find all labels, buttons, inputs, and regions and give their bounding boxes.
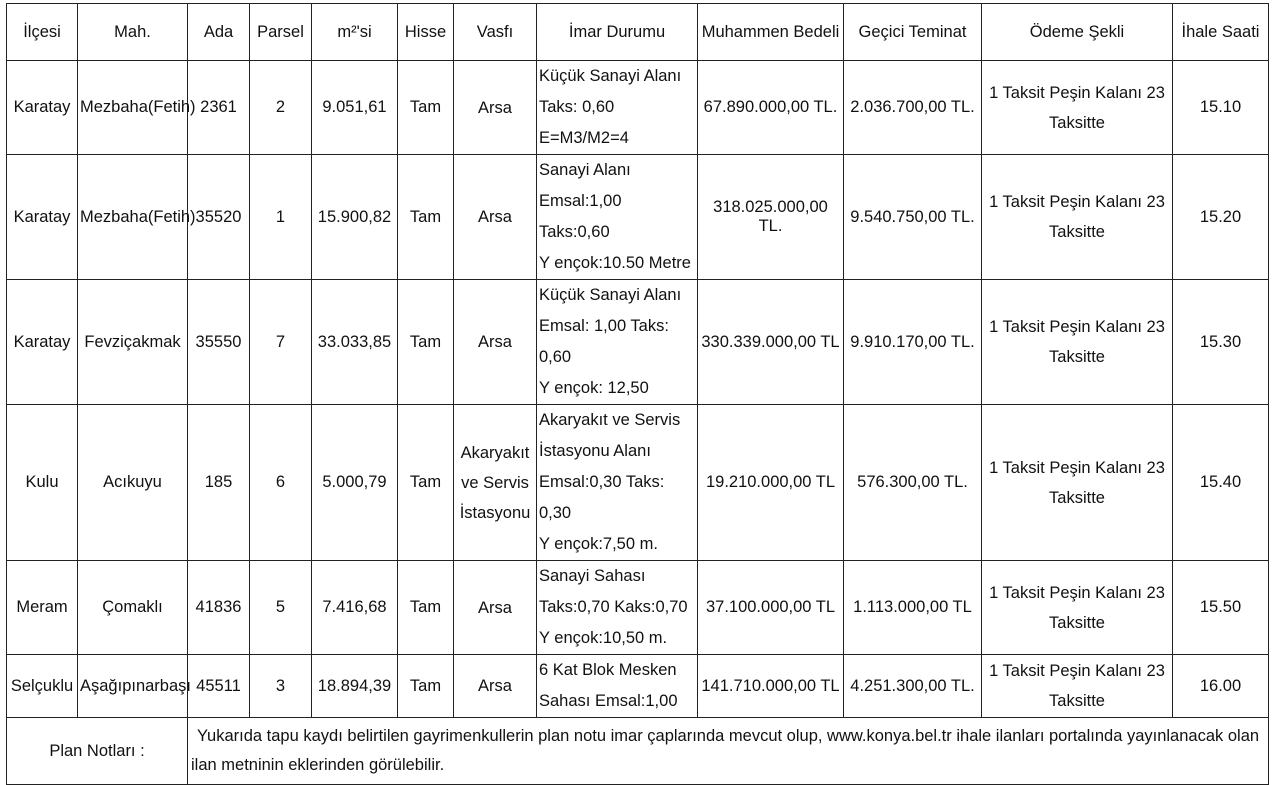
vasif-line: Arsa — [478, 677, 512, 695]
cell-mahalle: Mezbaha(Fetih) — [78, 61, 188, 155]
header-odeme: Ödeme Şekli — [982, 4, 1173, 61]
table-row — [7, 561, 1269, 655]
plan-notes-label: Plan Notları : — [7, 718, 188, 785]
cell-saat: 15.30 — [1173, 280, 1269, 405]
table-row — [7, 280, 1269, 405]
header-mahalle: Mah. — [78, 4, 188, 61]
cell-parsel: 1 — [250, 155, 312, 280]
header-bedel: Muhammen Bedeli — [698, 4, 844, 61]
cell-ada: 2361 — [188, 61, 250, 155]
cell-vasif — [454, 155, 537, 280]
cell-saat: 15.40 — [1173, 405, 1269, 561]
cell-teminat: 9.910.170,00 TL. — [844, 280, 982, 405]
header-m2: m²'si — [312, 4, 398, 61]
vasif-line: Arsa — [478, 98, 512, 117]
cell-parsel: 5 — [250, 561, 312, 655]
cell-m2: 7.416,68 — [312, 561, 398, 655]
cell-vasif — [454, 655, 537, 718]
cell-saat: 15.20 — [1173, 155, 1269, 280]
header-vasif: Vasfı — [454, 4, 537, 61]
vasif-line: Akaryakıt — [460, 443, 530, 462]
cell-bedel: 37.100.000,00 TL — [698, 561, 844, 655]
header-ada: Ada — [188, 4, 250, 61]
cell-parsel: 7 — [250, 280, 312, 405]
cell-m2: 5.000,79 — [312, 405, 398, 561]
plan-notes-text: Yukarıda tapu kaydı belirtilen gayrimenkullerin plan notu imar çaplarında mevcut olup, www.konya.bel.tr ihale ilanları portalında yayınlanacak olan ilan metninin eklerinden görülebilir. — [188, 718, 1269, 785]
cell-ada: 35520 — [188, 155, 250, 280]
header-ilce: İlçesi — [7, 4, 78, 61]
cell-teminat: 4.251.300,00 TL. — [844, 655, 982, 718]
odeme-line: Taksitte — [1049, 692, 1105, 710]
cell-bedel: 330.339.000,00 TL — [698, 280, 844, 405]
odeme-line: 1 Taksit Peşin Kalanı 23 — [989, 193, 1165, 211]
cell-imar — [537, 280, 698, 405]
cell-odeme — [982, 155, 1173, 280]
cell-imar — [537, 561, 698, 655]
vasif-line: İstasyonu — [459, 503, 531, 522]
cell-teminat: 9.540.750,00 TL. — [844, 155, 982, 280]
odeme-line: 1 Taksit Peşin Kalanı 23 — [989, 583, 1165, 602]
odeme-line: 1 Taksit Peşin Kalanı 23 — [989, 83, 1165, 102]
imar-line: Y ençok:10,50 m. — [539, 629, 668, 647]
cell-saat: 15.50 — [1173, 561, 1269, 655]
cell-m2: 33.033,85 — [312, 280, 398, 405]
cell-teminat: 1.113.000,00 TL — [844, 561, 982, 655]
cell-ada: 35550 — [188, 280, 250, 405]
cell-odeme — [982, 405, 1173, 561]
cell-vasif — [454, 61, 537, 155]
imar-line: Emsal:0,30 Taks: 0,30 — [539, 473, 665, 522]
auction-table — [6, 3, 1269, 785]
cell-ilce: Selçuklu — [7, 655, 78, 718]
cell-m2: 9.051,61 — [312, 61, 398, 155]
cell-saat: 15.10 — [1173, 61, 1269, 155]
cell-parsel: 3 — [250, 655, 312, 718]
vasif-line: Arsa — [478, 598, 512, 617]
cell-parsel: 2 — [250, 61, 312, 155]
vasif-line: ve Servis — [461, 473, 529, 492]
imar-line: Emsal:1,00 Taks:0,60 — [539, 192, 622, 241]
imar-line: Küçük Sanayi Alanı — [539, 286, 682, 304]
cell-ilce: Kulu — [7, 405, 78, 561]
imar-line: Küçük Sanayi Alanı — [539, 67, 682, 85]
cell-hisse: Tam — [398, 655, 454, 718]
cell-mahalle: Çomaklı — [78, 561, 188, 655]
cell-m2: 18.894,39 — [312, 655, 398, 718]
vasif-line: Arsa — [478, 333, 512, 351]
cell-hisse: Tam — [398, 561, 454, 655]
cell-bedel: 141.710.000,00 TL — [698, 655, 844, 718]
imar-line: 6 Kat Blok Mesken — [539, 661, 677, 679]
cell-imar — [537, 61, 698, 155]
imar-line: İstasyonu Alanı — [539, 442, 651, 460]
imar-line: Taks: 0,60 E=M3/M2=4 — [539, 98, 629, 147]
cell-mahalle: Mezbaha(Fetih) — [78, 155, 188, 280]
imar-line: Y ençok: 12,50 — [539, 379, 649, 397]
cell-vasif — [454, 280, 537, 405]
cell-odeme — [982, 280, 1173, 405]
cell-saat: 16.00 — [1173, 655, 1269, 718]
imar-line: Sanayi Alanı — [539, 161, 631, 179]
vasif-line: Arsa — [478, 208, 512, 226]
odeme-line: Taksitte — [1049, 223, 1105, 241]
odeme-line: Taksitte — [1049, 348, 1105, 366]
cell-ada: 41836 — [188, 561, 250, 655]
cell-ilce: Meram — [7, 561, 78, 655]
table-row — [7, 155, 1269, 280]
cell-ada: 185 — [188, 405, 250, 561]
odeme-line: 1 Taksit Peşin Kalanı 23 — [989, 662, 1165, 680]
cell-hisse: Tam — [398, 280, 454, 405]
cell-imar — [537, 405, 698, 561]
cell-teminat: 576.300,00 TL. — [844, 405, 982, 561]
cell-ilce: Karatay — [7, 61, 78, 155]
cell-parsel: 6 — [250, 405, 312, 561]
header-teminat: Geçici Teminat — [844, 4, 982, 61]
cell-bedel: 67.890.000,00 TL. — [698, 61, 844, 155]
header-hisse: Hisse — [398, 4, 454, 61]
header-row — [7, 4, 1269, 61]
odeme-line: 1 Taksit Peşin Kalanı 23 — [989, 318, 1165, 336]
imar-line: Sanayi Sahası — [539, 567, 646, 585]
cell-teminat: 2.036.700,00 TL. — [844, 61, 982, 155]
cell-hisse: Tam — [398, 405, 454, 561]
odeme-line: Taksitte — [1049, 613, 1105, 632]
cell-ada: 45511 — [188, 655, 250, 718]
cell-imar — [537, 655, 698, 718]
header-parsel: Parsel — [250, 4, 312, 61]
table-row — [7, 405, 1269, 561]
cell-hisse: Tam — [398, 61, 454, 155]
cell-odeme — [982, 61, 1173, 155]
odeme-line: Taksitte — [1049, 113, 1105, 132]
cell-odeme — [982, 655, 1173, 718]
cell-mahalle: Aşağıpınarbaşı — [78, 655, 188, 718]
imar-line: Y ençok:7,50 m. — [539, 535, 658, 553]
plan-notes-row — [7, 718, 1269, 785]
cell-m2: 15.900,82 — [312, 155, 398, 280]
cell-bedel: 318.025.000,00 TL. — [698, 155, 844, 280]
odeme-line: Taksitte — [1049, 488, 1105, 507]
table-row — [7, 61, 1269, 155]
cell-vasif — [454, 561, 537, 655]
cell-ilce: Karatay — [7, 280, 78, 405]
imar-line: Y ençok:10.50 Metre — [539, 254, 691, 272]
imar-line: Emsal: 1,00 Taks: 0,60 — [539, 317, 669, 366]
header-imar: İmar Durumu — [537, 4, 698, 61]
cell-imar — [537, 155, 698, 280]
cell-vasif — [454, 405, 537, 561]
cell-bedel: 19.210.000,00 TL — [698, 405, 844, 561]
header-saat: İhale Saati — [1173, 4, 1269, 61]
odeme-line: 1 Taksit Peşin Kalanı 23 — [989, 458, 1165, 477]
cell-odeme — [982, 561, 1173, 655]
cell-ilce: Karatay — [7, 155, 78, 280]
cell-mahalle: Acıkuyu — [78, 405, 188, 561]
imar-line: Akaryakıt ve Servis — [539, 411, 681, 429]
cell-hisse: Tam — [398, 155, 454, 280]
cell-mahalle: Fevziçakmak — [78, 280, 188, 405]
imar-line: Taks:0,70 Kaks:0,70 — [539, 598, 688, 616]
imar-line: Sahası Emsal:1,00 — [539, 692, 678, 710]
table-row — [7, 655, 1269, 718]
